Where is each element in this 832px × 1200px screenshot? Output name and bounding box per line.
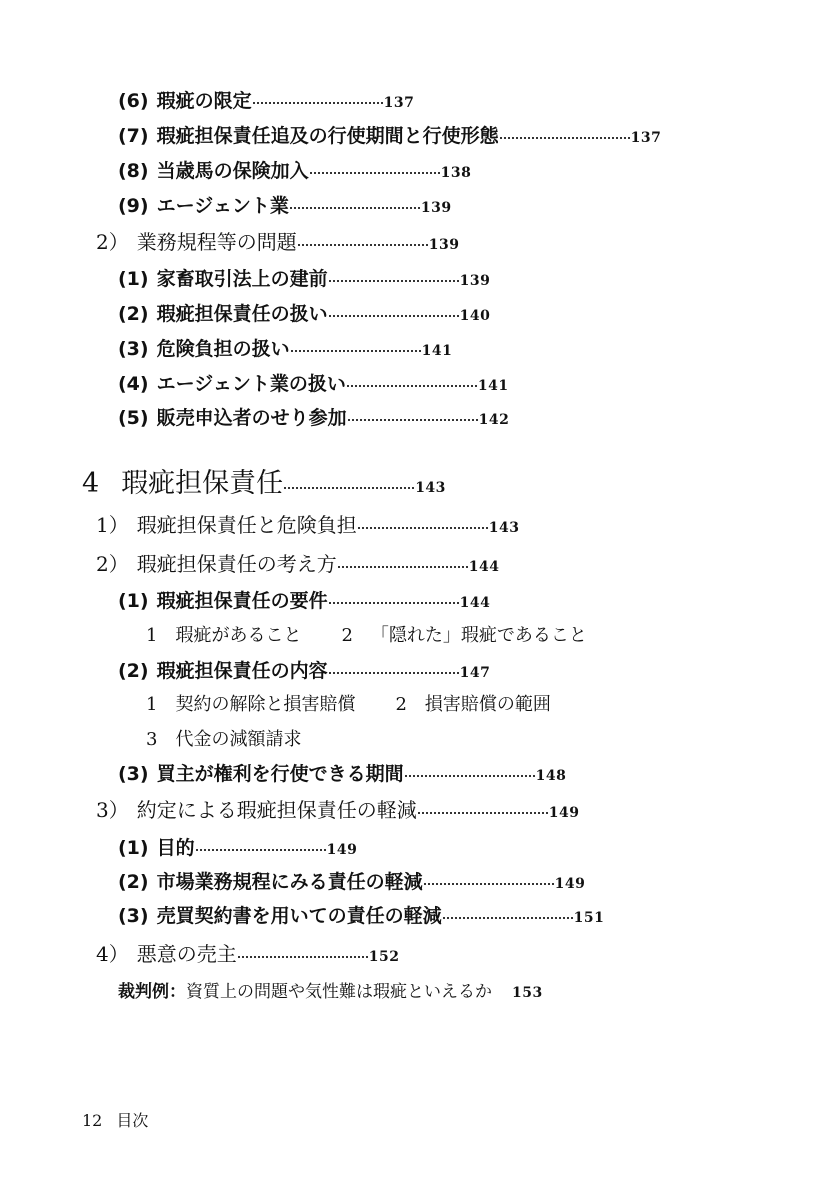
dot-leader: [329, 601, 459, 604]
entry-page: 137: [383, 95, 415, 111]
subitem-number: 1: [146, 625, 158, 646]
entry-page: 140: [459, 308, 491, 324]
entry-number: 2）: [96, 552, 129, 576]
entry-title: 家畜取引法上の建前: [156, 268, 328, 290]
subitem-title: 代金の減額請求: [175, 729, 302, 750]
entry-page: 137: [630, 130, 662, 146]
subitem-title: 損害賠償の範囲: [424, 694, 551, 715]
entry-title: 買主が権利を行使できる期間: [156, 763, 404, 785]
toc-entry: [118, 305, 490, 324]
entry-number: (7): [118, 125, 149, 147]
toc-section: [96, 800, 579, 820]
footer-label: 目次: [116, 1111, 149, 1130]
entry-page: 139: [420, 200, 452, 216]
entry-title: 瑕疵担保責任の要件: [156, 590, 328, 612]
entry-number: (1): [118, 590, 149, 612]
subitem-title: 「隠れた」瑕疵であること: [370, 625, 587, 646]
toc-entry: [118, 907, 604, 926]
toc-entry: [118, 409, 509, 428]
toc-entry: [118, 162, 471, 181]
toc-section: [96, 944, 399, 964]
subitem-number: 3: [146, 729, 158, 750]
dot-leader: [424, 882, 554, 885]
entry-title: エージェント業の扱い: [156, 373, 346, 395]
entry-title: 瑕疵担保責任の考え方: [136, 552, 337, 576]
entry-number: (1): [118, 268, 149, 290]
toc-entry: [118, 340, 452, 359]
dot-leader: [358, 526, 488, 529]
toc-entry: [118, 765, 566, 784]
entry-title: 市場業務規程にみる責任の軽減: [156, 871, 423, 893]
entry-page: 152: [368, 949, 400, 965]
dot-leader: [298, 243, 428, 246]
entry-page: 141: [421, 343, 453, 359]
toc-entry: [118, 197, 452, 216]
entry-number: (2): [118, 303, 149, 325]
chapter-title: 瑕疵担保責任: [121, 468, 284, 499]
entry-title: 瑕疵の限定: [156, 90, 252, 112]
entry-page: 148: [535, 768, 567, 784]
entry-title: 瑕疵担保責任追及の行使期間と行使形態: [156, 125, 499, 147]
entry-number: (6): [118, 90, 149, 112]
toc-subitems: [146, 627, 587, 645]
subitem-title: 契約の解除と損害賠償: [175, 694, 356, 715]
toc-section: [96, 554, 499, 574]
subitem-number: 2: [395, 694, 407, 715]
dot-leader: [284, 486, 414, 489]
entry-number: 3）: [96, 798, 129, 822]
dot-leader: [310, 171, 440, 174]
dot-leader: [329, 314, 459, 317]
entry-page: 149: [548, 805, 580, 821]
dot-leader: [329, 279, 459, 282]
entry-number: (3): [118, 763, 149, 785]
entry-page: 149: [554, 876, 586, 892]
entry-number: (3): [118, 338, 149, 360]
entry-page: 139: [459, 273, 491, 289]
dot-leader: [329, 671, 459, 674]
subitem-number: 2: [341, 625, 353, 646]
entry-title: 瑕疵担保責任の内容: [156, 660, 328, 682]
entry-number: (1): [118, 837, 149, 859]
toc-subitems: [146, 731, 301, 749]
entry-title: エージェント業: [156, 195, 289, 217]
toc-entry: [118, 873, 585, 892]
toc-entry: [118, 270, 490, 289]
entry-number: 4）: [96, 942, 129, 966]
chapter-number: 4: [82, 468, 100, 499]
entry-number: 2）: [96, 230, 129, 254]
entry-title: 販売申込者のせり参加: [156, 407, 347, 429]
entry-page: 144: [468, 559, 500, 575]
entry-number: (3): [118, 905, 149, 927]
case-title: 資質上の問題や気性難は瑕疵といえるか: [186, 982, 492, 1002]
entry-page: 149: [326, 842, 358, 858]
entry-number: (2): [118, 871, 149, 893]
entry-title: 瑕疵担保責任の扱い: [156, 303, 328, 325]
toc-section: [96, 515, 519, 535]
entry-number: (9): [118, 195, 149, 217]
entry-number: (4): [118, 373, 149, 395]
toc-entry: [118, 375, 509, 394]
dot-leader: [443, 916, 573, 919]
entry-title: 当歳馬の保険加入: [156, 160, 309, 182]
page-number: 12: [82, 1111, 103, 1130]
toc-section: [96, 232, 459, 252]
entry-title: 売買契約書を用いての責任の軽減: [156, 905, 442, 927]
toc-entry: [118, 592, 490, 611]
dot-leader: [500, 136, 630, 139]
entry-number: (5): [118, 407, 149, 429]
entry-number: (8): [118, 160, 149, 182]
entry-page: 143: [488, 520, 520, 536]
entry-number: (2): [118, 660, 149, 682]
entry-title: 約定による瑕疵担保責任の軽減: [136, 798, 417, 822]
entry-title: 悪意の売主: [136, 942, 237, 966]
entry-title: 目的: [156, 837, 195, 859]
entry-page: 141: [477, 378, 509, 394]
dot-leader: [196, 848, 326, 851]
toc-subitems: [146, 696, 551, 714]
subitem-number: 1: [146, 694, 158, 715]
dot-leader: [347, 384, 477, 387]
dot-leader: [338, 565, 468, 568]
entry-page: 139: [428, 237, 460, 253]
dot-leader: [290, 206, 420, 209]
dot-leader: [291, 349, 421, 352]
entry-title: 瑕疵担保責任と危険負担: [136, 513, 357, 537]
page-footer: [82, 1113, 148, 1129]
toc-entry: [118, 127, 661, 146]
chapter-page: 143: [415, 480, 446, 496]
dot-leader: [418, 811, 548, 814]
entry-page: 147: [459, 665, 491, 681]
entry-page: 144: [459, 595, 491, 611]
entry-page: 142: [478, 412, 510, 428]
entry-page: 151: [573, 910, 605, 926]
dot-leader: [253, 101, 383, 104]
entry-page: 138: [440, 165, 472, 181]
case-label: 裁判例：: [118, 982, 186, 1002]
toc-entry: [118, 92, 414, 111]
toc-entry: [118, 662, 490, 681]
toc-entry: [118, 839, 357, 858]
case-page: 153: [512, 985, 543, 1001]
toc-chapter: [82, 470, 446, 497]
dot-leader: [348, 418, 478, 421]
entry-title: 危険負担の扱い: [156, 338, 290, 360]
subitem-title: 瑕疵があること: [175, 625, 302, 646]
toc-case: [118, 984, 543, 1001]
dot-leader: [238, 955, 368, 958]
dot-leader: [405, 774, 535, 777]
entry-number: 1）: [96, 513, 129, 537]
entry-title: 業務規程等の問題: [136, 230, 297, 254]
